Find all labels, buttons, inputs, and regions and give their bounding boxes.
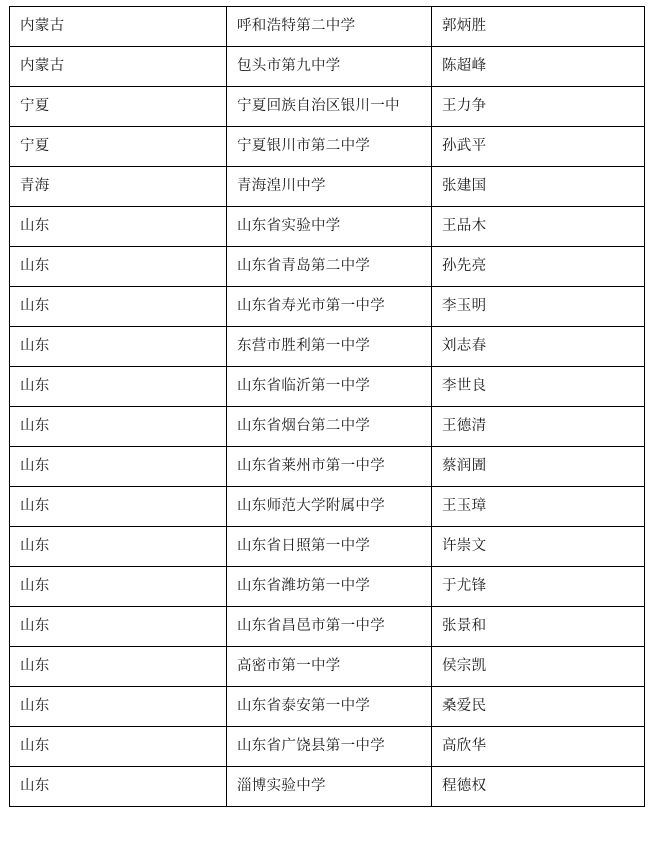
cell-school: 包头市第九中学: [227, 47, 432, 87]
cell-province: 内蒙古: [10, 47, 227, 87]
cell-province: 宁夏: [10, 127, 227, 167]
cell-school: 山东省昌邑市第一中学: [227, 607, 432, 647]
cell-school: 山东省泰安第一中学: [227, 687, 432, 727]
cell-province: 山东: [10, 287, 227, 327]
cell-province: 山东: [10, 247, 227, 287]
cell-school: 高密市第一中学: [227, 647, 432, 687]
cell-person: 桑爱民: [432, 687, 645, 727]
table-row: [10, 327, 645, 367]
cell-school: 东营市胜利第一中学: [227, 327, 432, 367]
cell-school: 山东省实验中学: [227, 207, 432, 247]
table-row: [10, 247, 645, 287]
cell-province: 内蒙古: [10, 7, 227, 47]
cell-person: 孙武平: [432, 127, 645, 167]
region-school-table: [9, 6, 645, 807]
cell-province: 山东: [10, 727, 227, 767]
table-row: [10, 687, 645, 727]
cell-province: 山东: [10, 767, 227, 807]
cell-school: 山东省临沂第一中学: [227, 367, 432, 407]
cell-person: 孙先亮: [432, 247, 645, 287]
table-row: [10, 447, 645, 487]
cell-school: 宁夏银川市第二中学: [227, 127, 432, 167]
cell-school: 山东省烟台第二中学: [227, 407, 432, 447]
cell-person: 李世良: [432, 367, 645, 407]
cell-school: 山东省潍坊第一中学: [227, 567, 432, 607]
cell-person: 高欣华: [432, 727, 645, 767]
cell-person: 许崇文: [432, 527, 645, 567]
cell-province: 山东: [10, 567, 227, 607]
table-row: [10, 47, 645, 87]
cell-province: 山东: [10, 327, 227, 367]
cell-school: 山东省青岛第二中学: [227, 247, 432, 287]
table-row: [10, 87, 645, 127]
table-row: [10, 7, 645, 47]
table-row: [10, 727, 645, 767]
table-row: [10, 367, 645, 407]
table-row: [10, 647, 645, 687]
table-row: [10, 607, 645, 647]
cell-person: 陈超峰: [432, 47, 645, 87]
cell-school: 山东省日照第一中学: [227, 527, 432, 567]
cell-person: 刘志春: [432, 327, 645, 367]
cell-person: 侯宗凯: [432, 647, 645, 687]
cell-person: 于尤锋: [432, 567, 645, 607]
cell-province: 山东: [10, 487, 227, 527]
cell-person: 张建国: [432, 167, 645, 207]
cell-province: 宁夏: [10, 87, 227, 127]
cell-province: 山东: [10, 207, 227, 247]
cell-province: 山东: [10, 407, 227, 447]
cell-school: 淄博实验中学: [227, 767, 432, 807]
table-row: [10, 167, 645, 207]
table-row: [10, 407, 645, 447]
cell-school: 山东省莱州市第一中学: [227, 447, 432, 487]
cell-person: 李玉明: [432, 287, 645, 327]
table-row: [10, 207, 645, 247]
table-row: [10, 487, 645, 527]
cell-province: 山东: [10, 607, 227, 647]
cell-school: 山东师范大学附属中学: [227, 487, 432, 527]
cell-person: 王力争: [432, 87, 645, 127]
cell-person: 蔡润圊: [432, 447, 645, 487]
cell-person: 张景和: [432, 607, 645, 647]
table-row: [10, 127, 645, 167]
cell-province: 山东: [10, 367, 227, 407]
cell-province: 山东: [10, 647, 227, 687]
cell-person: 王玉璋: [432, 487, 645, 527]
cell-school: 山东省广饶县第一中学: [227, 727, 432, 767]
cell-school: 山东省寿光市第一中学: [227, 287, 432, 327]
cell-person: 程德权: [432, 767, 645, 807]
cell-school: 宁夏回族自治区银川一中: [227, 87, 432, 127]
cell-person: 郭炳胜: [432, 7, 645, 47]
cell-province: 山东: [10, 527, 227, 567]
cell-province: 青海: [10, 167, 227, 207]
table-row: [10, 767, 645, 807]
table-row: [10, 527, 645, 567]
cell-school: 呼和浩特第二中学: [227, 7, 432, 47]
cell-province: 山东: [10, 447, 227, 487]
cell-province: 山东: [10, 687, 227, 727]
table-row: [10, 287, 645, 327]
table-row: [10, 567, 645, 607]
cell-person: 王品木: [432, 207, 645, 247]
cell-person: 王德清: [432, 407, 645, 447]
table-body: [10, 7, 645, 807]
cell-school: 青海湟川中学: [227, 167, 432, 207]
